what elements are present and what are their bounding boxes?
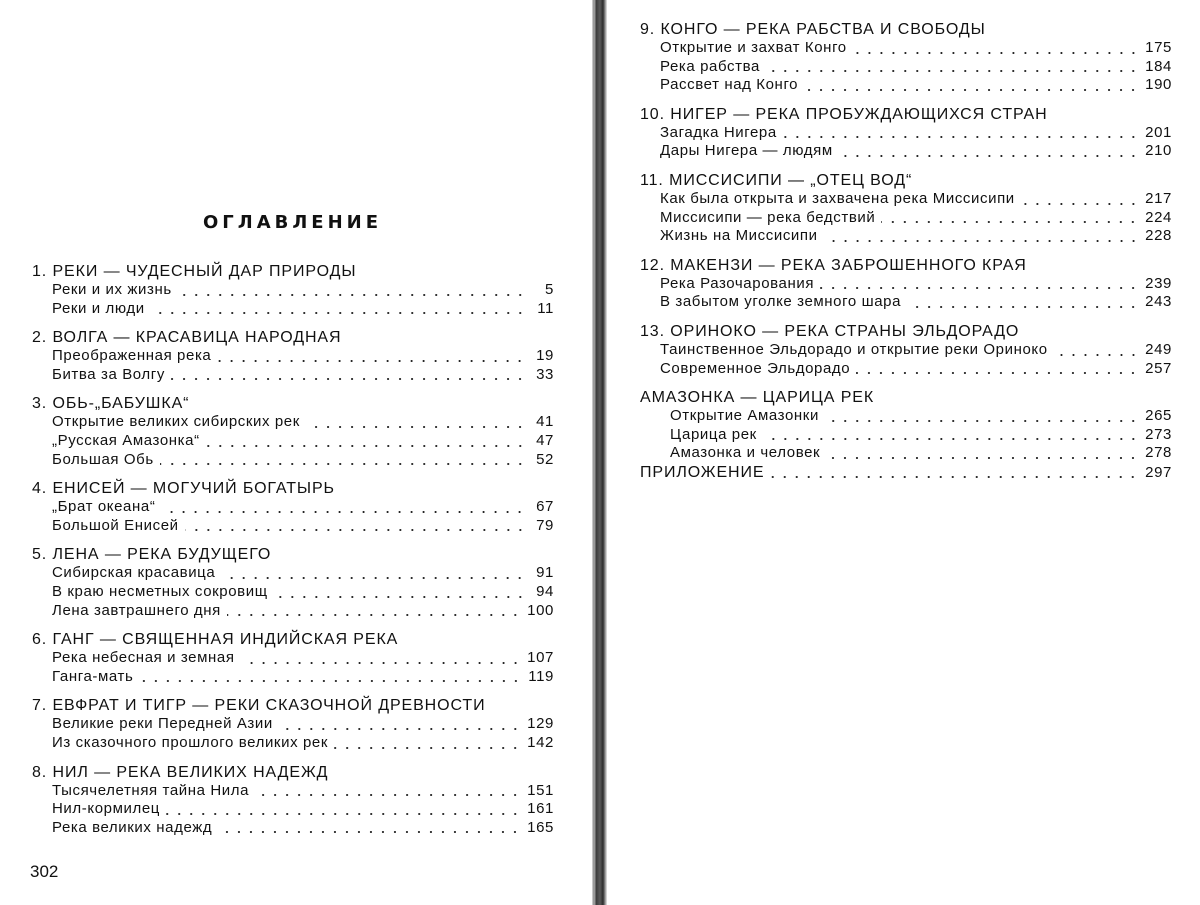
toc-entry [640, 341, 1172, 360]
entry-page-number: 19 [536, 347, 554, 365]
chapter-title: 12. МАКЕНЗИ — РЕКА ЗАБРОШЕННОГО КРАЯ [640, 256, 1027, 274]
toc-entry [640, 275, 1172, 294]
entry-page-number: 165 [527, 818, 554, 836]
toc-chapter [32, 545, 554, 620]
dot-leader [766, 70, 1139, 72]
entry-title: Открытие и захват Конго [660, 39, 847, 56]
book-spine-gutter [592, 0, 607, 905]
chapter-title: 6. ГАНГ — СВЯЩЕННАЯ ИНДИЙСКАЯ РЕКА [32, 631, 399, 649]
toc-right-column [640, 20, 1172, 482]
entry-title: Рассвет над Конго [660, 76, 799, 94]
chapter-title: 4. ЕНИСЕЙ — МОГУЧИЙ БОГАТЫРЬ [32, 480, 335, 498]
entry-title: „Русская Амазонка“ [52, 431, 200, 449]
entry-title: Лена завтрашнего дня [52, 601, 221, 619]
entry-page-number: 239 [1145, 274, 1172, 292]
toc-entry [32, 715, 554, 734]
dot-leader [241, 662, 522, 664]
dot-leader [853, 52, 1139, 54]
toc-entry [32, 819, 554, 838]
dot-leader [185, 529, 526, 531]
toc-chapter [640, 105, 1172, 161]
dot-leader [826, 457, 1139, 459]
toc-entry [32, 782, 554, 801]
toc-chapter [640, 388, 1172, 463]
dot-leader [334, 747, 521, 749]
chapter-title: 1. РЕКИ — ЧУДЕСНЫЙ ДАР ПРИРОДЫ [32, 263, 357, 280]
entry-page-number: 151 [527, 781, 554, 799]
entry-title: Царица рек [670, 425, 757, 443]
appendix-page-number: 297 [1145, 463, 1172, 481]
entry-title: В краю несметных сокровищ [52, 582, 268, 600]
entry-title: Загадка Нигера [660, 123, 777, 141]
dot-leader [306, 426, 526, 428]
entry-page-number: 91 [536, 564, 554, 582]
entry-page-number: 184 [1145, 57, 1172, 75]
entry-title: Река небесная и земная [52, 649, 235, 667]
toc-chapter [640, 171, 1172, 246]
toc-entry [640, 76, 1172, 95]
toc-chapter [32, 394, 554, 469]
entry-page-number: 100 [527, 601, 554, 619]
dot-leader [218, 831, 521, 833]
chapter-title: 11. МИССИСИПИ — „ОТЕЦ ВОД“ [640, 171, 913, 189]
toc-entry [32, 649, 554, 668]
toc-entry [32, 413, 554, 432]
dot-leader [770, 476, 1139, 478]
dot-leader [804, 89, 1139, 91]
toc-entry [32, 498, 554, 517]
chapter-title: АМАЗОНКА — ЦАРИЦА РЕК [640, 389, 875, 407]
dot-leader [151, 312, 526, 314]
entry-title: Из сказочного прошлого великих рек [52, 733, 328, 751]
dot-leader [139, 680, 522, 682]
dot-leader [763, 438, 1139, 440]
dot-leader [166, 813, 521, 815]
entry-page-number: 210 [1145, 142, 1172, 160]
right-page [607, 0, 1200, 905]
toc-entry [32, 517, 554, 536]
entry-page-number: 228 [1145, 227, 1172, 245]
entry-title: Открытие великих сибирских рек [52, 413, 300, 431]
toc-entry [32, 734, 554, 753]
entry-title: В забытом уголке земного шара [660, 293, 902, 311]
entry-page-number: 67 [536, 498, 554, 516]
entry-page-number: 190 [1145, 76, 1172, 94]
toc-entry [640, 227, 1172, 246]
toc-chapter [32, 479, 554, 535]
toc-entry [32, 281, 554, 300]
entry-page-number: 217 [1145, 189, 1172, 207]
entry-title: Таинственное Эльдорадо и открытие реки Ориноко [660, 340, 1048, 358]
chapter-title: 5. ЛЕНА — РЕКА БУДУЩЕГО [32, 546, 272, 564]
entry-page-number: 273 [1145, 425, 1172, 443]
entry-title: Как была открыта и захвачена река Миссисипи [660, 189, 1015, 207]
dot-leader [839, 155, 1139, 157]
toc-entry [640, 190, 1172, 209]
dot-leader [825, 420, 1139, 422]
toc-chapter [32, 696, 554, 752]
entry-page-number: 107 [527, 649, 554, 667]
entry-page-number: 161 [527, 800, 554, 818]
dot-leader [274, 596, 526, 598]
dot-leader [856, 372, 1139, 374]
entry-page-number: 119 [528, 667, 554, 685]
toc-entry [640, 39, 1172, 58]
toc-entry [32, 347, 554, 366]
page-number: 302 [30, 862, 59, 881]
left-page [0, 0, 592, 905]
toc-heading: ОГЛАВЛЕНИЕ [202, 212, 383, 233]
chapter-title: 8. НИЛ — РЕКА ВЕЛИКИХ НАДЕЖД [32, 763, 329, 781]
dot-leader [279, 728, 521, 730]
entry-title: Нил-кормилец [52, 800, 160, 818]
entry-title: Река рабства [660, 57, 760, 75]
entry-page-number: 257 [1145, 359, 1172, 377]
toc-entry [32, 602, 554, 621]
toc-chapter [32, 763, 554, 838]
entry-title: Тысячелетняя тайна Нила [52, 781, 250, 799]
entry-title: Миссисипи — река бедствий [660, 208, 876, 226]
toc-entry [640, 426, 1172, 445]
toc-entry [32, 451, 554, 470]
dot-leader [907, 306, 1139, 308]
entry-title: Большая Обь [52, 450, 154, 468]
entry-title: Битва за Волгу [52, 365, 165, 383]
entry-page-number: 201 [1145, 123, 1172, 141]
toc-entry [640, 209, 1172, 228]
entry-title: Амазонка и человек [670, 444, 821, 462]
entry-page-number: 265 [1145, 407, 1172, 425]
dot-leader [171, 378, 526, 380]
entry-page-number: 224 [1145, 208, 1172, 226]
entry-title: Современное Эльдорадо [660, 359, 851, 377]
toc-entry [640, 142, 1172, 161]
entry-page-number: 41 [536, 413, 554, 431]
toc-chapter [640, 322, 1172, 378]
entry-page-number: 5 [545, 281, 554, 298]
entry-title: Большой Енисей [52, 516, 179, 534]
dot-leader [160, 463, 526, 465]
dot-leader [255, 794, 521, 796]
dot-leader [820, 287, 1139, 289]
toc-entry [640, 444, 1172, 463]
entry-page-number: 129 [527, 715, 554, 733]
entry-title: Сибирская красавица [52, 564, 216, 582]
dot-leader [217, 360, 526, 362]
chapter-title: 10. НИГЕР — РЕКА ПРОБУЖДАЮЩИХСЯ СТРАН [640, 105, 1048, 123]
dot-leader [1021, 203, 1139, 205]
toc-entry [640, 124, 1172, 143]
entry-title: Открытие Амазонки [670, 407, 819, 425]
toc-entry [32, 300, 554, 319]
appendix-entry [640, 463, 1172, 482]
chapter-title: 13. ОРИНОКО — РЕКА СТРАНЫ ЭЛЬДОРАДО [640, 322, 1020, 340]
entry-title: Преображенная река [52, 347, 212, 365]
toc-entry [640, 407, 1172, 426]
dot-leader [206, 445, 526, 447]
entry-page-number: 11 [537, 299, 554, 317]
entry-page-number: 47 [536, 431, 554, 449]
chapter-title: 3. ОБЬ-„БАБУШКА“ [32, 395, 190, 413]
chapter-title: 9. КОНГО — РЕКА РАБСТВА И СВОБОДЫ [640, 21, 986, 38]
dot-leader [221, 577, 526, 579]
dot-leader [824, 240, 1140, 242]
dot-leader [161, 511, 526, 513]
dot-leader [227, 614, 521, 616]
entry-page-number: 79 [536, 516, 554, 534]
toc-chapter [32, 630, 554, 686]
entry-title: Великие реки Передней Азии [52, 715, 273, 733]
chapter-title: 2. ВОЛГА — КРАСАВИЦА НАРОДНАЯ [32, 329, 342, 347]
dot-leader [1054, 354, 1139, 356]
entry-title: Река Разочарования [660, 274, 815, 292]
toc-entry [32, 668, 554, 687]
entry-page-number: 278 [1145, 444, 1172, 462]
toc-entry [32, 583, 554, 602]
toc-entry [640, 360, 1172, 379]
dot-leader [783, 136, 1139, 138]
toc-chapter [32, 328, 554, 384]
entry-title: Реки и их жизнь [52, 281, 172, 298]
entry-title: Жизнь на Миссисипи [660, 227, 818, 245]
toc-chapter [640, 20, 1172, 95]
toc-entry [32, 366, 554, 385]
entry-page-number: 33 [536, 365, 554, 383]
entry-page-number: 175 [1145, 39, 1172, 56]
toc-entry [640, 58, 1172, 77]
dot-leader [178, 294, 526, 296]
entry-title: Реки и люди [52, 299, 145, 317]
entry-title: Ганга-мать [52, 667, 134, 685]
entry-page-number: 243 [1145, 293, 1172, 311]
entry-page-number: 142 [527, 733, 554, 751]
entry-title: Река великих надежд [52, 818, 213, 836]
entry-page-number: 52 [536, 450, 554, 468]
entry-page-number: 249 [1145, 340, 1172, 358]
toc-entry [32, 800, 554, 819]
toc-left-column [32, 262, 554, 847]
entry-title: „Брат океана“ [52, 498, 156, 516]
chapter-title: 7. ЕВФРАТ И ТИГР — РЕКИ СКАЗОЧНОЙ ДРЕВНОСТИ [32, 697, 486, 715]
appendix-title: ПРИЛОЖЕНИЕ [640, 463, 765, 481]
toc-entry [640, 293, 1172, 312]
entry-title: Дары Нигера — людям [660, 142, 833, 160]
toc-entry [32, 564, 554, 583]
toc-chapter [640, 256, 1172, 312]
dot-leader [881, 221, 1139, 223]
toc-chapter [32, 262, 554, 318]
entry-page-number: 94 [536, 582, 554, 600]
toc-entry [32, 432, 554, 451]
